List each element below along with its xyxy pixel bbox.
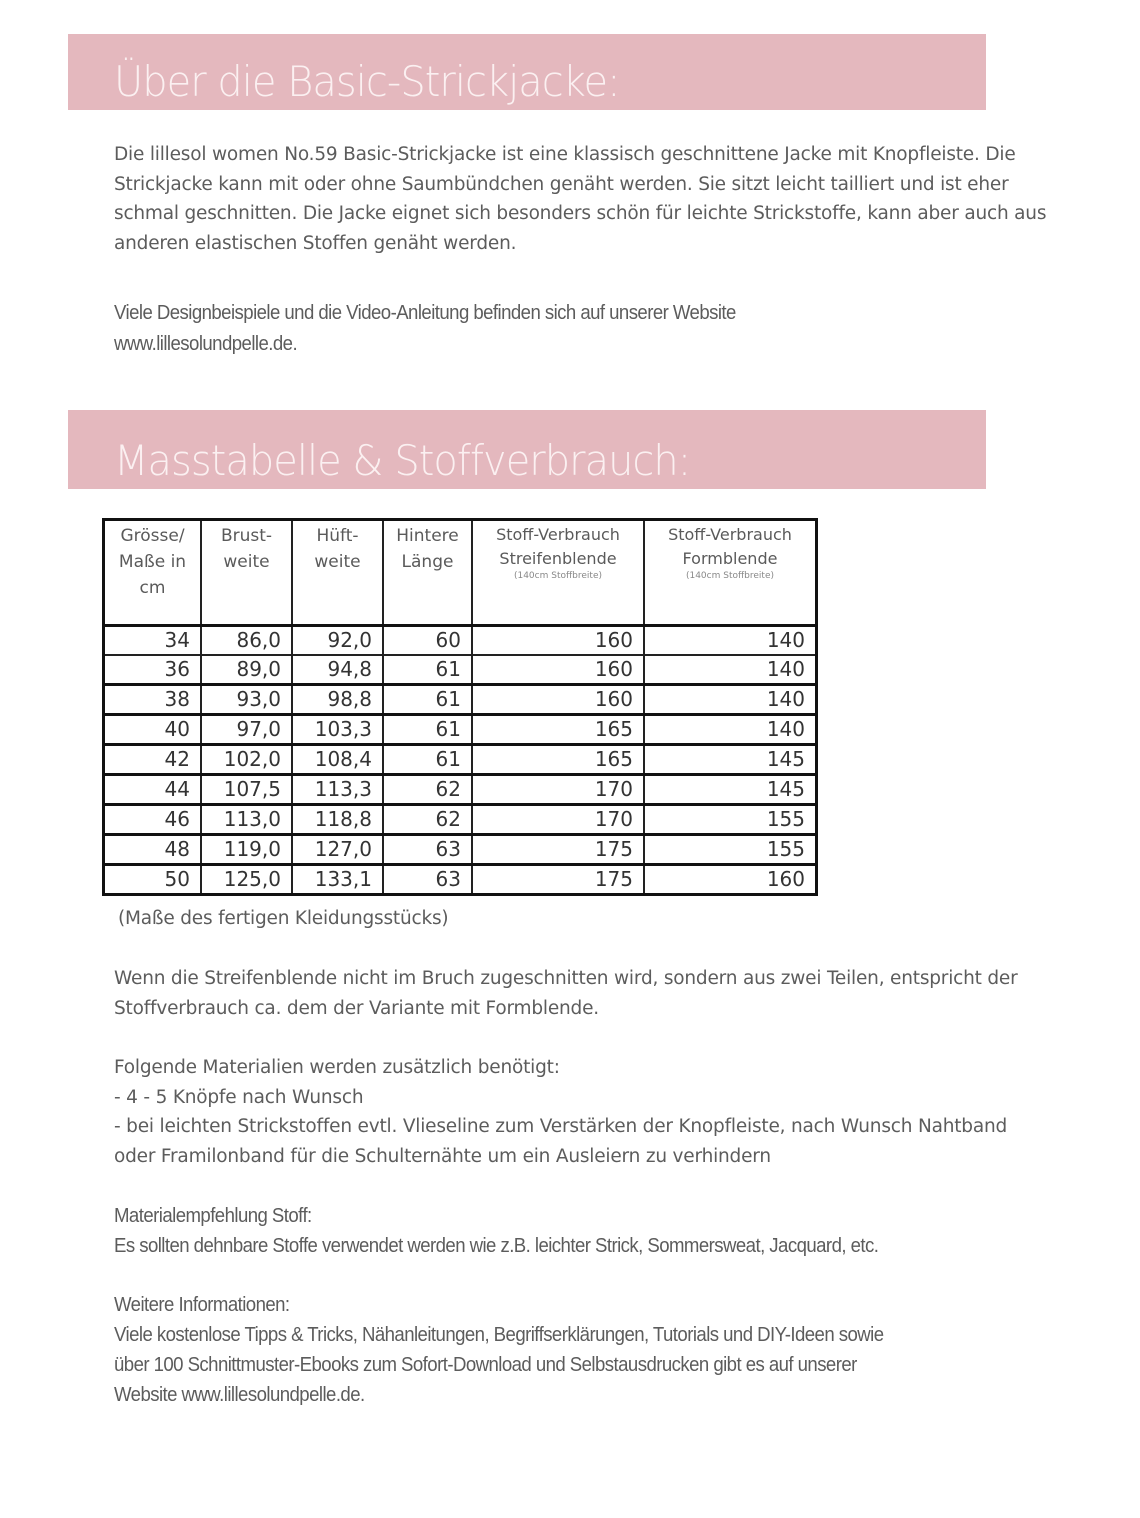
info-title: Weitere Informationen: <box>114 1294 290 1316</box>
header-hip <box>292 520 383 626</box>
materials-item: - bei leichten Strickstoffen evtl. Vlieseline zum Verstärken der Knopfleiste, nach Wunsch Nahtband <box>114 1116 1008 1137</box>
cell-hip: 108,4 <box>292 745 383 775</box>
cell-length: 61 <box>383 715 472 745</box>
cell-fabric-shaped: 160 <box>644 865 817 895</box>
website-link[interactable]: Website www.lillesolundpelle.de. <box>114 1384 365 1406</box>
header-line: Maße in <box>118 552 187 572</box>
cell-fabric-strip: 160 <box>472 655 644 685</box>
header-line: Grösse/ <box>120 526 185 546</box>
cell-chest: 113,0 <box>201 805 292 835</box>
header-line: cm <box>139 578 166 598</box>
section-heading-about: Über die Basic-Strickjacke: <box>114 57 620 106</box>
cell-chest: 125,0 <box>201 865 292 895</box>
fabric-note <box>114 964 1018 1023</box>
info-line: Viele kostenlose Tipps & Tricks, Nähanleitungen, Begriffserklärungen, Tutorials und DIY-Ideen sowie <box>114 1324 884 1346</box>
cell-size: 42 <box>104 745 202 775</box>
cell-length: 62 <box>383 775 472 805</box>
further-info <box>114 1290 884 1410</box>
cell-hip: 94,8 <box>292 655 383 685</box>
info-line: über 100 Schnittmuster-Ebooks zum Sofort-Download und Selbstausdrucken gibt es auf unserer <box>114 1354 857 1376</box>
table-row <box>104 865 817 895</box>
header-line: weite <box>223 552 270 572</box>
cell-hip: 113,3 <box>292 775 383 805</box>
section-heading-band-size-chart <box>68 410 986 489</box>
cell-fabric-strip: 165 <box>472 715 644 745</box>
cell-size: 50 <box>104 865 202 895</box>
cell-length: 61 <box>383 655 472 685</box>
cell-fabric-shaped: 145 <box>644 775 817 805</box>
website-paragraph <box>114 298 736 360</box>
text-line: Wenn die Streifenblende nicht im Bruch zugeschnitten wird, sondern aus zwei Teilen, entspricht der <box>114 968 1018 989</box>
text-line: Viele Designbeispiele und die Video-Anleitung befinden sich auf unserer Website <box>114 302 736 324</box>
section-heading-band-about <box>68 34 986 110</box>
cell-fabric-strip: 170 <box>472 775 644 805</box>
cell-hip: 118,8 <box>292 805 383 835</box>
cell-chest: 107,5 <box>201 775 292 805</box>
section-heading-size-chart: Masstabelle & Stoffverbrauch: <box>114 436 691 485</box>
materials-title: Folgende Materialien werden zusätzlich benötigt: <box>114 1057 560 1078</box>
materials-item: - 4 - 5 Knöpfe nach Wunsch <box>114 1086 364 1108</box>
cell-size: 38 <box>104 685 202 715</box>
cell-length: 63 <box>383 865 472 895</box>
cell-fabric-shaped: 155 <box>644 835 817 865</box>
cell-size: 40 <box>104 715 202 745</box>
cell-fabric-shaped: 145 <box>644 745 817 775</box>
cell-length: 62 <box>383 805 472 835</box>
header-subnote: (140cm Stoffbreite) <box>513 571 603 581</box>
cell-chest: 102,0 <box>201 745 292 775</box>
header-line: Streifenblende <box>499 549 617 568</box>
cell-fabric-strip: 165 <box>472 745 644 775</box>
cell-fabric-strip: 160 <box>472 685 644 715</box>
website-link[interactable]: www.lillesolundpelle.de. <box>114 333 298 355</box>
header-line: Hintere <box>396 526 459 546</box>
cell-fabric-shaped: 140 <box>644 626 817 656</box>
table-row <box>104 626 817 656</box>
header-subnote: (140cm Stoffbreite) <box>685 571 775 581</box>
cell-fabric-strip: 175 <box>472 865 644 895</box>
cell-fabric-shaped: 140 <box>644 715 817 745</box>
cell-size: 34 <box>104 626 202 656</box>
cell-chest: 119,0 <box>201 835 292 865</box>
fabric-title: Materialempfehlung Stoff: <box>114 1205 312 1227</box>
cell-fabric-strip: 175 <box>472 835 644 865</box>
cell-hip: 103,3 <box>292 715 383 745</box>
table-caption: (Maße des fertigen Kleidungsstücks) <box>118 908 449 929</box>
cell-hip: 127,0 <box>292 835 383 865</box>
header-line: Stoff-Verbrauch <box>496 525 620 544</box>
intro-paragraph <box>114 140 1046 258</box>
cell-size: 44 <box>104 775 202 805</box>
cell-size: 48 <box>104 835 202 865</box>
cell-length: 60 <box>383 626 472 656</box>
cell-hip: 133,1 <box>292 865 383 895</box>
table-row <box>104 715 817 745</box>
header-back-length <box>383 520 472 626</box>
header-fabric-strip-band <box>472 520 644 626</box>
table-header-row <box>104 520 817 626</box>
fabric-recommendation <box>114 1201 878 1261</box>
fabric-text: Es sollten dehnbare Stoffe verwendet werden wie z.B. leichter Strick, Sommersweat, Jacquard, etc. <box>114 1235 879 1257</box>
table-row <box>104 685 817 715</box>
cell-chest: 89,0 <box>201 655 292 685</box>
cell-hip: 92,0 <box>292 626 383 656</box>
size-chart-table <box>102 518 818 896</box>
cell-chest: 86,0 <box>201 626 292 656</box>
cell-size: 36 <box>104 655 202 685</box>
materials-item: oder Framilonband für die Schulternähte um ein Ausleiern zu verhindern <box>114 1145 771 1167</box>
cell-fabric-strip: 160 <box>472 626 644 656</box>
table-row <box>104 835 817 865</box>
table-row <box>104 805 817 835</box>
header-line: Länge <box>401 552 454 572</box>
cell-fabric-shaped: 155 <box>644 805 817 835</box>
cell-length: 61 <box>383 745 472 775</box>
header-fabric-shaped-band <box>644 520 817 626</box>
cell-length: 63 <box>383 835 472 865</box>
header-line: Brust- <box>220 526 273 546</box>
text-line: schmal geschnitten. Die Jacke eignet sich besonders schön für leichte Strickstoffe, kann aber auch aus <box>114 203 1047 224</box>
table-row <box>104 775 817 805</box>
text-line: Die lillesol women No.59 Basic-Strickjacke ist eine klassisch geschnittene Jacke mit Knopfleiste. Die <box>114 144 1016 165</box>
header-line: Formblende <box>682 549 778 568</box>
cell-fabric-shaped: 140 <box>644 685 817 715</box>
header-size <box>104 520 202 626</box>
cell-chest: 93,0 <box>201 685 292 715</box>
text-line: Stoffverbrauch ca. dem der Variante mit Formblende. <box>114 997 599 1019</box>
table-row <box>104 655 817 685</box>
cell-chest: 97,0 <box>201 715 292 745</box>
header-line: Stoff-Verbrauch <box>668 525 792 544</box>
cell-length: 61 <box>383 685 472 715</box>
cell-hip: 98,8 <box>292 685 383 715</box>
header-line: weite <box>314 552 361 572</box>
cell-size: 46 <box>104 805 202 835</box>
cell-fabric-strip: 170 <box>472 805 644 835</box>
table-row <box>104 745 817 775</box>
materials-section <box>114 1053 1007 1171</box>
text-line: Strickjacke kann mit oder ohne Saumbündchen genäht werden. Sie sitzt leicht tailliert und ist eher <box>114 173 1009 195</box>
cell-fabric-shaped: 140 <box>644 655 817 685</box>
header-line: Hüft- <box>316 526 359 546</box>
text-line: anderen elastischen Stoffen genäht werden. <box>114 232 517 254</box>
header-chest <box>201 520 292 626</box>
